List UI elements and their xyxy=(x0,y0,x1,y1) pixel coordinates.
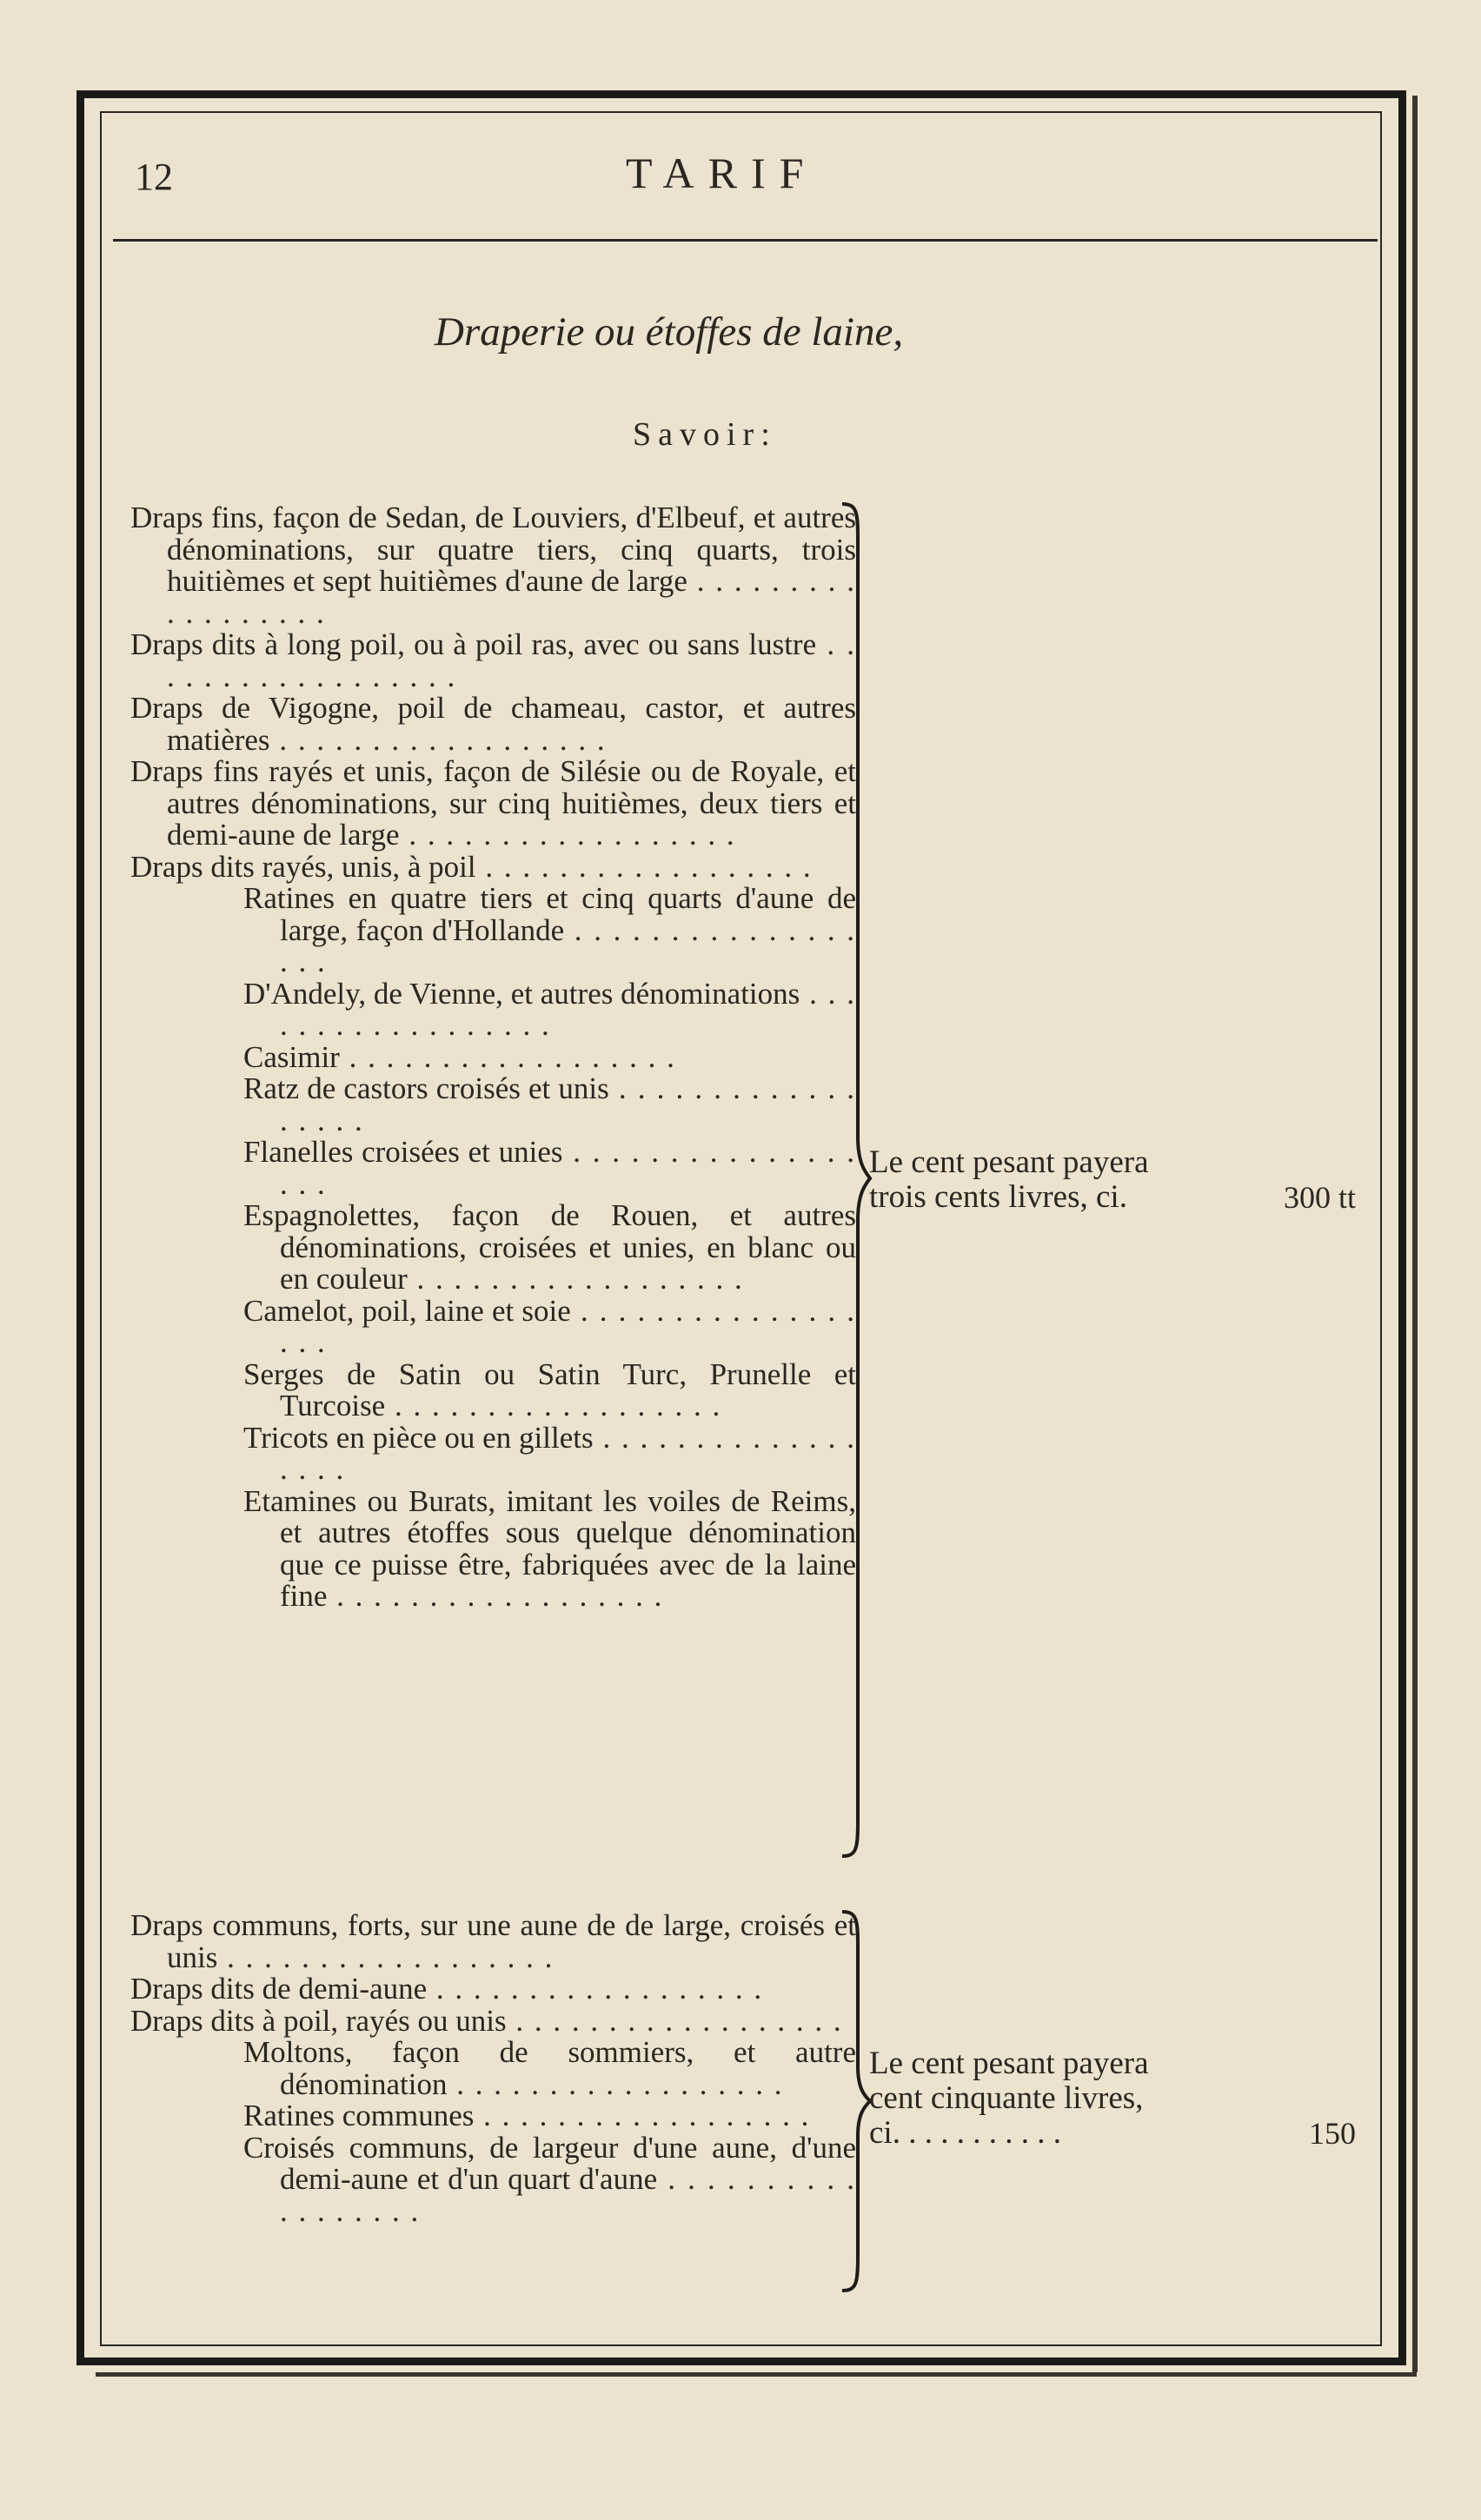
tariff-entry-sub: Moltons, façon de sommiers, et autre dénomination . . . xyxy=(243,2037,856,2100)
tariff-entry-sub: Ratines communes . . . xyxy=(243,2100,856,2132)
header-rule xyxy=(113,239,1378,242)
tariff-entry-sub: Ratines en quatre tiers et cinq quarts d'aune de large, façon d'Hollande . . . xyxy=(243,883,856,978)
rate-block-2 xyxy=(869,2046,1356,2151)
tariff-entry-sub: Casimir . . . xyxy=(243,1042,856,1074)
tariff-entry-sub: Croisés communs, de largeur d'une aune, d'une demi-aune et d'un quart d'aune . . . xyxy=(243,2132,856,2228)
rate-line-2 xyxy=(869,1180,1356,1215)
brace-group-1 xyxy=(839,502,873,1858)
tariff-entry-sub: Tricots en pièce ou en gillets . . . xyxy=(243,1422,856,1486)
rate-line-2: cent cinquante livres, xyxy=(869,2080,1144,2116)
tariff-entry-sub: Ratz de castors croisés et unis . . . xyxy=(243,1073,856,1137)
rate-line-1: Le cent pesant payera xyxy=(869,2046,1149,2081)
section-title: Draperie ou étoffes de laine, xyxy=(435,309,904,355)
frame-shadow-right xyxy=(1412,96,1418,2372)
frame-shadow-bottom xyxy=(96,2372,1417,2377)
tariff-entry-sub: Serges de Satin ou Satin Turc, Prunelle et Turcoise . . . xyxy=(243,1359,856,1422)
tariff-entry: Draps dits rayés, unis, à poil . . . xyxy=(130,852,856,884)
rate-text: ci. . . . . . . . . . . xyxy=(869,2115,1061,2151)
page-title: TARIF xyxy=(626,149,818,197)
rate-value: 150 xyxy=(1309,2116,1356,2151)
rate-value: 300 tt xyxy=(1283,1180,1356,1215)
brace-group-2 xyxy=(839,1910,873,2292)
tariff-entry: Draps dits de demi-aune . . . xyxy=(130,1973,856,2006)
rate-text: trois cents livres, ci. xyxy=(869,1179,1127,1215)
tariff-entry: Draps fins rayés et unis, façon de Silésie ou de Royale, et autres dénominations, sur cinq huitièmes, deux tiers et demi-aune de large . . . xyxy=(130,756,856,852)
page-number: 12 xyxy=(135,156,173,198)
tariff-entry: Draps dits à poil, rayés ou unis . . . xyxy=(130,2006,856,2038)
rate-line-1: Le cent pesant payera xyxy=(869,1144,1149,1180)
rate-block-1 xyxy=(869,1145,1356,1215)
tariff-group-1 xyxy=(130,502,856,1613)
tariff-entry: Draps de Vigogne, poil de chameau, castor, et autres matières . . . xyxy=(130,693,856,756)
tariff-entry-sub: Flanelles croisées et unies . . . xyxy=(243,1137,856,1200)
tariff-group-2 xyxy=(130,1910,856,2227)
tariff-entry: Draps communs, forts, sur une aune de de large, croisés et unis . . . xyxy=(130,1910,856,1973)
subheading: Savoir: xyxy=(633,416,777,453)
tariff-entry-sub: Espagnolettes, façon de Rouen, et autres dénominations, croisées et unies, en blanc ou en couleur . . . xyxy=(243,1200,856,1296)
tariff-entry-sub: Etamines ou Burats, imitant les voiles de Reims, et autres étoffes sous quelque dénomination que ce puisse être, fabriquées avec de la laine fine . . . xyxy=(243,1486,856,1613)
tariff-entry-sub: Camelot, poil, laine et soie . . . xyxy=(243,1296,856,1359)
tariff-entry: Draps fins, façon de Sedan, de Louviers, d'Elbeuf, et autres dénominations, sur quatre tiers, cinq quarts, trois huitièmes et sept huitièmes d'aune de large . . . xyxy=(130,502,856,629)
rate-line-3 xyxy=(869,2116,1356,2151)
tariff-entry: Draps dits à long poil, ou à poil ras, avec ou sans lustre . . . xyxy=(130,629,856,693)
tariff-entry-sub: D'Andely, de Vienne, et autres dénominations . . . xyxy=(243,978,856,1042)
